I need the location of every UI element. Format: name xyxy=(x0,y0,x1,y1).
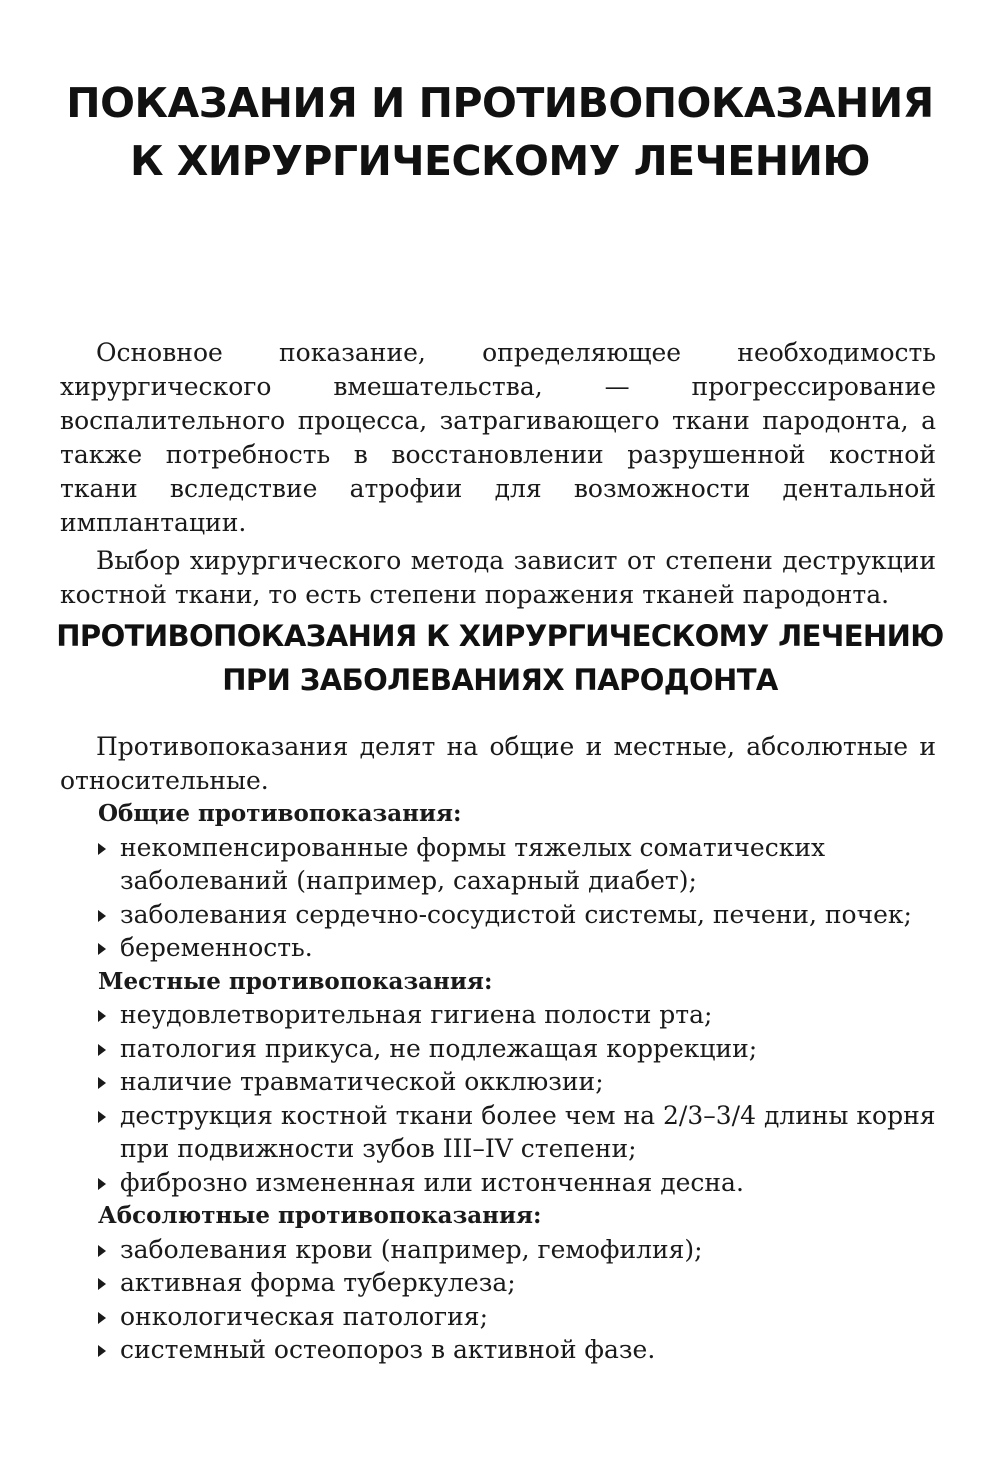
list-item-text: беременность. xyxy=(120,933,313,962)
bullet-triangle-icon xyxy=(98,1278,106,1290)
list-item-text: наличие травматической окклюзии; xyxy=(120,1067,604,1096)
group-local xyxy=(60,965,936,1200)
list-item xyxy=(120,1166,936,1200)
list-item xyxy=(120,1333,936,1367)
group-label xyxy=(60,797,936,831)
list-item-text: заболевания крови (например, гемофилия); xyxy=(120,1234,703,1264)
section-title-line-2: ПРИ ЗАБОЛЕВАНИЯХ ПАРОДОНТА xyxy=(222,663,778,697)
page-title-line-1: ПОКАЗАНИЯ И ПРОТИВОПОКАЗАНИЯ xyxy=(66,79,934,127)
group-label-colon: : xyxy=(483,967,493,995)
list-item xyxy=(120,1300,936,1334)
bullet-triangle-icon xyxy=(98,1044,106,1056)
group-absolute xyxy=(60,1199,936,1367)
list-item xyxy=(120,1065,936,1099)
list-item-text: патология прикуса, не подлежащая коррекции; xyxy=(120,1033,758,1063)
bullet-triangle-icon xyxy=(98,1077,106,1089)
bullet-list xyxy=(60,998,936,1199)
group-label xyxy=(60,1199,936,1233)
page-title-line-2: К ХИРУРГИЧЕСКОМУ ЛЕЧЕНИЮ xyxy=(129,137,871,185)
bullet-triangle-icon xyxy=(98,910,106,922)
list-item xyxy=(120,831,936,898)
list-item-text: некомпенсированные формы тяжелых соматических заболеваний (например, сахарный диабет); xyxy=(120,832,826,895)
list-item-text: активная форма туберкулеза; xyxy=(120,1268,516,1297)
group-label-colon: : xyxy=(453,800,462,827)
section-title-line-1: ПРОТИВОПОКАЗАНИЯ К ХИРУРГИЧЕСКОМУ ЛЕЧЕНИЮ xyxy=(56,619,944,653)
bullet-list xyxy=(60,1233,936,1367)
list-item xyxy=(120,1266,936,1300)
intro-text xyxy=(60,336,936,612)
list-item-text: системный остеопороз в активной фазе. xyxy=(120,1335,656,1364)
bullet-triangle-icon xyxy=(98,1010,106,1022)
list-item-text: фиброзно измененная или истонченная десна. xyxy=(120,1167,744,1197)
list-item xyxy=(120,1099,936,1166)
list-item-text: онкологическая патология; xyxy=(120,1301,488,1331)
group-label xyxy=(60,965,936,999)
group-label-text: Абсолютные противопоказания xyxy=(98,1202,534,1229)
bullet-triangle-icon xyxy=(98,1178,106,1190)
page-title xyxy=(0,74,1000,190)
group-general xyxy=(60,797,936,965)
bullet-triangle-icon xyxy=(98,1345,106,1357)
list-item xyxy=(120,998,936,1032)
bullet-triangle-icon xyxy=(98,1111,106,1123)
bullet-triangle-icon xyxy=(98,843,106,855)
intro-paragraph-1: Основное показание, определяющее необходимость хирургического вмешательства, — прогрессирование воспалительного процесса, затрагивающего ткани пародонта, а также потребность в восстановлении разрушенной костной ткани вследствие атрофии для возможности дентальной имплантации. xyxy=(60,338,936,537)
bullet-triangle-icon xyxy=(98,1312,106,1324)
group-label-colon: : xyxy=(533,1202,542,1229)
list-item-text: заболевания сердечно-сосудистой системы, печени, почек; xyxy=(120,899,912,929)
group-label-text: Местные противопоказания xyxy=(98,967,484,995)
bullet-triangle-icon xyxy=(98,943,106,955)
section-lead: Противопоказания делят на общие и местные, абсолютные и относительные. xyxy=(60,732,936,795)
list-item xyxy=(120,898,936,932)
bullet-list xyxy=(60,831,936,965)
bullet-triangle-icon xyxy=(98,1245,106,1257)
list-item-text: неудовлетворительная гигиена полости рта; xyxy=(120,1000,713,1029)
list-item-text: деструкция костной ткани более чем на 2/3–3/4 длины корня при подвижности зубов III–IV степени; xyxy=(120,1100,936,1163)
list-item xyxy=(120,1032,936,1066)
intro-paragraph-2: Выбор хирургического метода зависит от степени деструкции костной ткани, то есть степени поражения тканей пародонта. xyxy=(60,546,936,609)
list-item xyxy=(120,1233,936,1267)
group-label-text: Общие противопоказания xyxy=(98,800,454,827)
section-body xyxy=(60,730,936,1367)
section-title xyxy=(0,614,1000,702)
list-item xyxy=(120,931,936,965)
